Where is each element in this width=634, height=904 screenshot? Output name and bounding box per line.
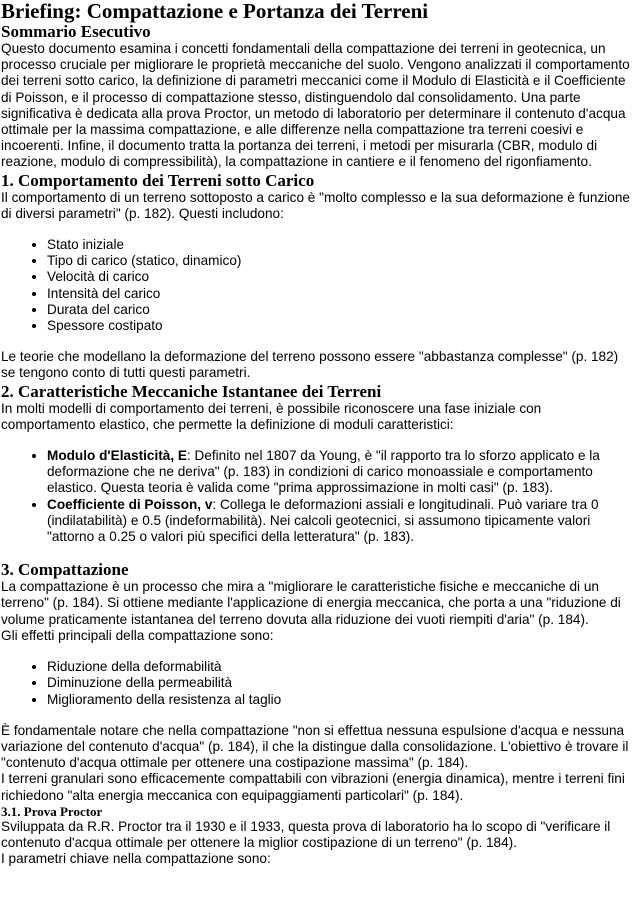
definition-text: : Definito nel 1807 da Young, è "il rapporto tra lo sforzo applicato e la deformazione che ne deriva" (p. 183) in condizioni di carico monoassiale e comportamento elastico. Questa teoria è valida come "prima approssimazione in molti casi" (p. 183). <box>47 448 600 496</box>
list-item: • Durata del carico <box>47 302 631 318</box>
section-1-heading: 1. Comportamento dei Terreni sotto Carico <box>1 170 315 190</box>
summary-paragraph: Questo documento esamina i concetti fondamentali della compattazione dei terreni in geotecnica, un processo cruciale per migliorare le proprietà meccaniche del suolo. Vengono analizzati il comportamento dei terreni sotto carico, la definizione di parametri meccanici come il Modulo di Elasticità e il Coefficiente di Poisson, e il processo di compattazione stesso, distinguendolo dal consolidamento. Una parte significativa è dedicata alla prova Proctor, un metodo di laboratorio per determinare il contenuto d'acqua ottimale per la massima compattazione, e alle differenze nella compattazione tra terreni coesivi e incoerenti. Infine, il documento tratta la portanza dei terreni, i metodi per misurarla (CBR, modulo di reazione, modulo di compressibilità), la compattazione in cantiere e il fenomeno del rigonfiamento. <box>1 41 630 170</box>
list-item <box>47 497 631 546</box>
list-item: • Diminuzione della permeabilità <box>47 675 631 691</box>
definition-text: : Collega le deformazioni assiali e longitudinali. Può variare tra 0 (indilatabilità) e 0.5 (indeformabilità). Nei calcoli geotecnici, si assumono tipicamente valori "attorno a 0.25 o valori più specifici della letteratura" (p. 183). <box>47 496 599 545</box>
list-item: • Stato iniziale <box>47 237 631 253</box>
section-2-intro: In molti modelli di comportamento dei terreni, è possibile riconoscere una fase iniziale con comportamento elastico, che permette la definizione di moduli caratteristici: <box>1 400 542 432</box>
list-item: • Tipo di carico (statico, dinamico) <box>47 253 631 269</box>
list-item: • Spessore costipato <box>47 318 631 334</box>
list-item: • Intensità del carico <box>47 286 631 302</box>
term-elastic-modulus: Modulo d'Elasticità, E <box>47 448 187 464</box>
list-item: • Riduzione della deformabilità <box>47 659 631 675</box>
document-title: Briefing: Compattazione e Portanza dei Terreni <box>1 0 429 23</box>
section-3-1-heading: 3.1. Prova Proctor <box>1 803 103 819</box>
section-1-intro: Il comportamento di un terreno sottoposto a carico è "molto complesso e la sua deformazione è funzione di diversi parametri" (p. 182). Questi includono: <box>1 189 630 221</box>
section-3-paragraph-1: La compattazione è un processo che mira a "migliorare le caratteristiche fisiche e meccaniche di un terreno" (p. 184). Si ottiene mediante l'applicazione di energia meccanica, che porta a una "riduzione di volume praticamente istantanea del terreno dovuta alla riduzione dei vuoti riempiti d'aria" (p. 184). <box>1 579 621 627</box>
section-2-list <box>1 448 631 545</box>
term-poisson-coefficient: Coefficiente di Poisson, v <box>47 496 213 512</box>
section-3-heading: 3. Compattazione <box>1 560 129 580</box>
section-3-paragraph-2: Gli effetti principali della compattazione sono: <box>1 627 274 643</box>
section-1-outro: Le teorie che modellano la deformazione del terreno possono essere "abbastanza complesse" (p. 182) se tengono conto di tutti questi parametri. <box>1 349 619 381</box>
summary-heading: Sommario Esecutivo <box>1 22 151 41</box>
section-3-1-paragraph-2: I parametri chiave nella compattazione sono: <box>1 851 271 867</box>
list-item: • Miglioramento della resistenza al taglio <box>47 692 631 708</box>
section-3-paragraph-4: I terreni granulari sono efficacemente compattabili con vibrazioni (energia dinamica), mentre i terreni fini richiedono "alta energia meccanica con equipaggiamenti particolari" (p. 184). <box>1 771 625 803</box>
list-item <box>47 448 631 497</box>
section-3-1-paragraph-1: Sviluppata da R.R. Proctor tra il 1930 e il 1933, questa prova di laboratorio ha lo scopo di "verificare il contenuto d'acqua ottimale per ottenere la miglior costipazione di un terreno" (p. 184). <box>1 818 611 850</box>
section-3-paragraph-3: È fondamentale notare che nella compattazione "non si effettua nessuna espulsione d'acqua e nessuna variazione del contenuto d'acqua" (p. 184), il che la distingue dalla consolidazione. L'obiettivo è trovare il "contenuto d'acqua ottimale per ottenere una costipazione massima" (p. 184). <box>1 722 629 771</box>
section-2-heading: 2. Caratteristiche Meccaniche Istantanee dei Terreni <box>1 381 382 401</box>
section-1-list <box>1 237 631 334</box>
section-3-list <box>1 659 631 708</box>
list-item: • Velocità di carico <box>47 269 631 285</box>
